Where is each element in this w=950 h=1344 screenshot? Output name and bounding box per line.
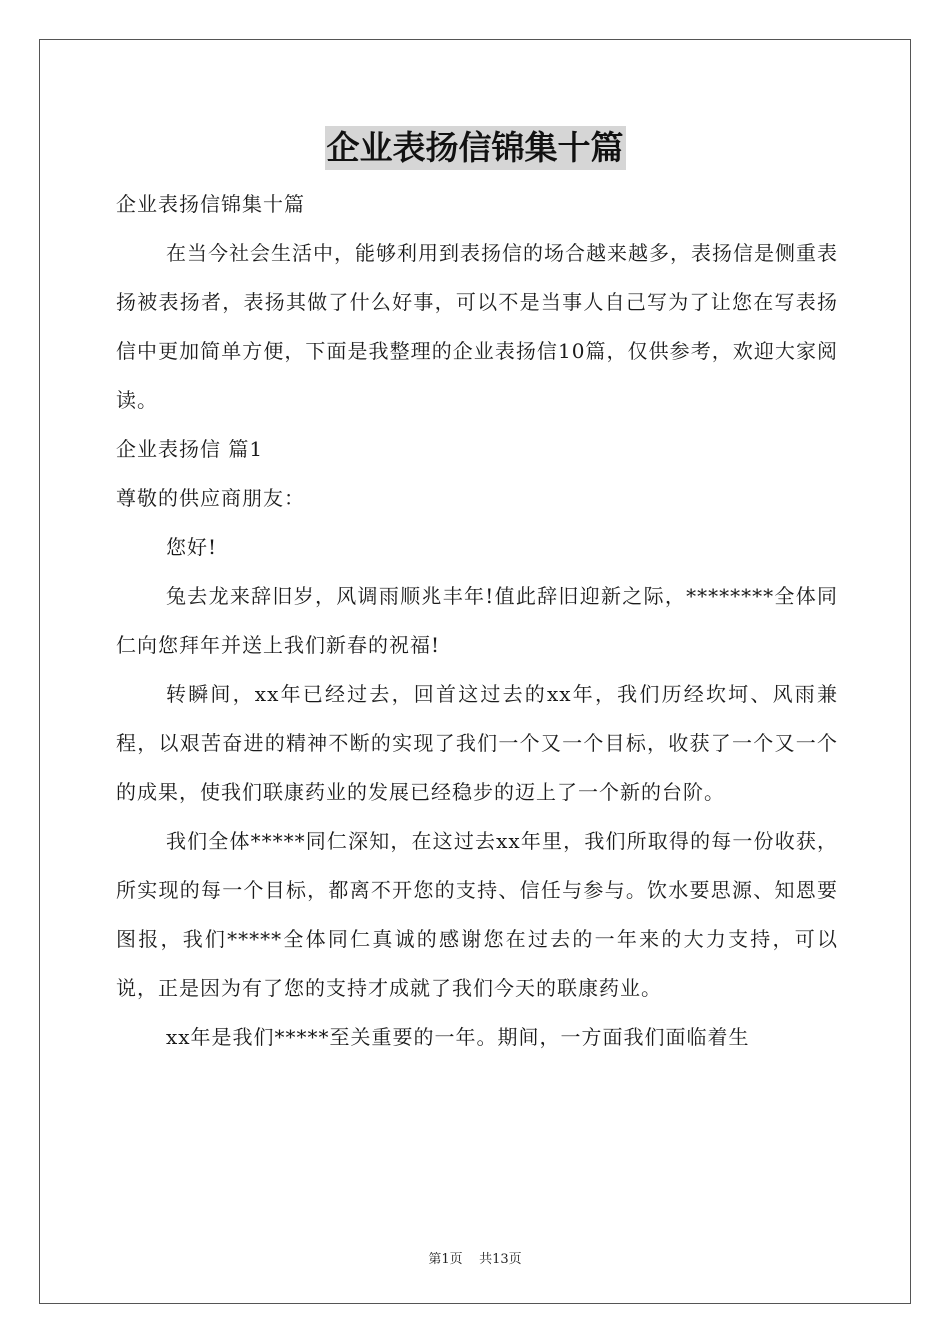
paragraph: 企业表扬信锦集十篇 [116,192,305,216]
paragraph: 您好! [166,535,218,559]
paragraph: 转瞬间，xx年已经过去，回首这过去的xx年，我们历经坎坷、风雨兼程，以艰苦奋进的精神不断的实现了我们一个又一个目标，收获了一个又一个的成果，使我们联康药业的发展已经稳步的迈上了一个新的台阶。 [116,682,838,804]
page-number: 第1页 [428,1252,463,1267]
paragraph: 企业表扬信 篇1 [116,437,264,461]
paragraph: 尊敬的供应商朋友： [116,486,305,510]
title-container [0,126,950,170]
paragraph: xx年是我们*****至关重要的一年。期间，一方面我们面临着生 [166,1025,750,1049]
page-total: 共13页 [479,1252,522,1267]
document-title: 企业表扬信锦集十篇 [325,126,626,170]
page-footer [0,1248,950,1267]
paragraph: 兔去龙来辞旧岁，风调雨顺兆丰年!值此辞旧迎新之际，********全体同仁向您拜年并送上我们新春的祝福! [116,584,838,657]
document-body [116,180,838,1062]
paragraph: 在当今社会生活中，能够利用到表扬信的场合越来越多，表扬信是侧重表扬被表扬者，表扬其做了什么好事，可以不是当事人自己写为了让您在写表扬信中更加简单方便，下面是我整理的企业表扬信10篇，仅供参考，欢迎大家阅读。 [116,241,838,412]
paragraph: 我们全体*****同仁深知，在这过去xx年里，我们所取得的每一份收获，所实现的每一个目标，都离不开您的支持、信任与参与。饮水要思源、知恩要图报，我们*****全体同仁真诚的感谢您在过去的一年来的大力支持，可以说，正是因为有了您的支持才成就了我们今天的联康药业。 [116,829,838,1000]
